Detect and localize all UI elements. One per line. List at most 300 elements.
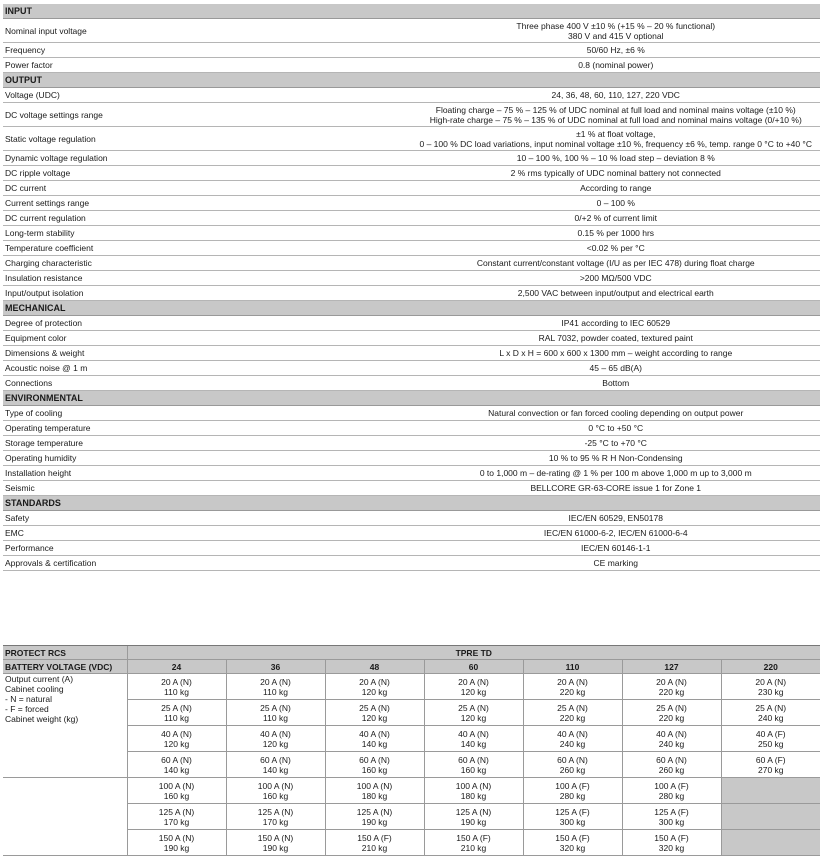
cell-line: 125 A (N) (455, 806, 492, 817)
specifications-table (3, 4, 820, 571)
spec-value (412, 526, 821, 541)
spec-value (412, 511, 821, 526)
voltage-header: 127 (622, 660, 721, 674)
spec-label: EMC (3, 526, 412, 541)
spec-label: Static voltage regulation (3, 127, 412, 151)
cell-line: 140 kg (361, 738, 388, 749)
cell-line: 40 A (N) (359, 728, 390, 739)
current-weight-cell (424, 726, 523, 752)
spec-label: Storage temperature (3, 436, 412, 451)
cell-line: 190 kg (163, 842, 190, 853)
spec-row (3, 43, 820, 58)
current-weight-cell (721, 674, 820, 700)
cell-line: 140 kg (460, 738, 487, 749)
current-weight-cell (226, 804, 325, 830)
description-line: - N = natural (5, 694, 53, 704)
cell-line: 125 A (N) (356, 806, 393, 817)
spec-value-line: Constant current/constant voltage (I/U as per IEC 478) during float charge (476, 258, 755, 268)
cell-line: 240 kg (658, 738, 685, 749)
cell-line: 20 A (N) (458, 676, 489, 687)
section-title: MECHANICAL (3, 301, 820, 316)
cell-line: 110 kg (164, 686, 189, 697)
spec-row (3, 88, 820, 103)
protect-title: PROTECT RCS (3, 646, 127, 660)
spec-value-line: 0.15 % per 1000 hrs (577, 228, 655, 238)
spec-value-line: Three phase 400 V ±10 % (+15 % – 20 % functional) (516, 20, 716, 31)
spec-label: Long-term stability (3, 226, 412, 241)
cell-line: 320 kg (658, 842, 685, 853)
current-weight-cell (622, 726, 721, 752)
spec-label: Operating temperature (3, 421, 412, 436)
spec-value (412, 241, 821, 256)
spec-value-line: 0 – 100 % (596, 198, 635, 208)
cell-line: 25 A (N) (755, 702, 787, 713)
spec-value (412, 88, 821, 103)
current-weight-cell (226, 778, 325, 804)
spec-value-line: High-rate charge – 75 % – 135 % of UDC nominal at full load and nominal mains voltage (0/+10 %) (429, 114, 802, 125)
cell-line: 60 A (F) (755, 754, 786, 765)
spec-label: Safety (3, 511, 412, 526)
cell-line: 100 A (N) (158, 780, 195, 791)
spec-value (412, 151, 821, 166)
spec-value (412, 43, 821, 58)
current-weight-cell (226, 752, 325, 778)
spec-label: Current settings range (3, 196, 412, 211)
spec-value (412, 271, 821, 286)
spec-value-line: 0 °C to +50 °C (588, 423, 644, 433)
current-weight-cell (325, 778, 424, 804)
cell-line: 60 A (N) (260, 754, 291, 765)
current-weight-cell (424, 804, 523, 830)
cell-line: 180 kg (460, 790, 487, 801)
cell-line: 150 A (F) (654, 832, 689, 843)
current-weight-cell (226, 726, 325, 752)
battery-voltage-label: BATTERY VOLTAGE (VDC) (3, 660, 127, 674)
spec-label: Type of cooling (3, 406, 412, 421)
cell-line: 170 kg (163, 816, 190, 827)
spec-row (3, 376, 820, 391)
cell-line: 120 kg (460, 686, 487, 697)
current-weight-cell (127, 778, 226, 804)
spec-value (412, 556, 821, 571)
cell-line: 230 kg (757, 686, 784, 697)
spec-value (412, 19, 821, 43)
cell-line: 20 A (N) (260, 676, 291, 687)
cell-line: 140 kg (262, 764, 289, 775)
voltage-header: 48 (325, 660, 424, 674)
cell-line: 60 A (N) (656, 754, 687, 765)
spec-row (3, 58, 820, 73)
current-weight-cell (622, 674, 721, 700)
spec-value (412, 226, 821, 241)
cell-line: 150 A (N) (257, 832, 294, 843)
current-weight-cell (226, 830, 325, 856)
spec-label: DC current (3, 181, 412, 196)
cell-line: 125 A (N) (158, 806, 195, 817)
cell-line: 210 kg (361, 842, 388, 853)
current-weight-cell (523, 778, 622, 804)
cell-line: 190 kg (361, 816, 388, 827)
cell-line: 240 kg (757, 712, 784, 723)
spec-row (3, 406, 820, 421)
cell-line: 150 A (F) (456, 832, 491, 843)
spec-label: Acoustic noise @ 1 m (3, 361, 412, 376)
spec-value (412, 481, 821, 496)
cell-line: 170 kg (262, 816, 289, 827)
current-weight-cell (523, 830, 622, 856)
spec-value-line: Floating charge – 75 % – 125 % of UDC nominal at full load and nominal mains voltage (±10 %) (435, 104, 796, 115)
cell-line: 40 A (N) (260, 728, 291, 739)
spec-label: Insulation resistance (3, 271, 412, 286)
spec-value (412, 331, 821, 346)
protect-rcs-table (3, 645, 820, 856)
cell-line: 100 A (N) (257, 780, 294, 791)
cell-line: 180 kg (361, 790, 388, 801)
cell-line: 250 kg (757, 738, 784, 749)
empty-cell (721, 830, 820, 856)
current-weight-cell (226, 700, 325, 726)
cell-line: 125 A (N) (257, 806, 294, 817)
cell-line: 300 kg (658, 816, 685, 827)
cell-line: 280 kg (559, 790, 586, 801)
spec-row (3, 256, 820, 271)
description-line: Cabinet weight (kg) (5, 714, 79, 724)
current-weight-cell (622, 752, 721, 778)
spec-value-line: 0.8 (nominal power) (578, 60, 654, 70)
spec-row (3, 421, 820, 436)
spec-row (3, 436, 820, 451)
spec-label: Connections (3, 376, 412, 391)
cell-line: 125 A (F) (654, 806, 689, 817)
cell-line: 60 A (N) (557, 754, 588, 765)
cell-line: 25 A (N) (458, 702, 489, 713)
cell-line: 110 kg (263, 686, 288, 697)
cell-line: 160 kg (361, 764, 388, 775)
spec-value-line: 45 – 65 dB(A) (589, 363, 642, 373)
spec-label: Installation height (3, 466, 412, 481)
cell-line: 60 A (N) (458, 754, 489, 765)
cell-line: 40 A (N) (161, 728, 192, 739)
cell-line: 100 A (N) (455, 780, 492, 791)
cell-line: 150 A (N) (158, 832, 195, 843)
cell-line: 120 kg (361, 686, 388, 697)
cell-line: 40 A (F) (755, 728, 786, 739)
spec-row (3, 151, 820, 166)
spec-value-line: 10 – 100 %, 100 % – 10 % load step – deviation 8 % (516, 153, 715, 163)
cell-line: 20 A (N) (161, 676, 192, 687)
cell-line: 160 kg (460, 764, 487, 775)
cell-line: 280 kg (658, 790, 685, 801)
spec-value-line: 2 % rms typically of UDC nominal battery not connected (510, 168, 721, 178)
current-weight-cell (523, 804, 622, 830)
spec-label: Seismic (3, 481, 412, 496)
spec-value (412, 181, 821, 196)
current-weight-cell (127, 700, 226, 726)
cell-line: 25 A (N) (557, 702, 588, 713)
spec-value (412, 376, 821, 391)
spec-row (3, 481, 820, 496)
spec-value-line: BELLCORE GR-63-CORE issue 1 for Zone 1 (530, 483, 702, 493)
spec-value-line: Bottom (602, 378, 630, 388)
current-weight-cell (325, 726, 424, 752)
spec-value-line: IEC/EN 61000-6-2, IEC/EN 61000-6-4 (543, 528, 688, 538)
cell-line: 220 kg (658, 686, 685, 697)
spec-row (3, 241, 820, 256)
blank-cell (3, 778, 127, 856)
section-header (3, 301, 820, 316)
spec-value (412, 166, 821, 181)
protect-title-row (3, 646, 820, 660)
cell-line: 160 kg (163, 790, 190, 801)
cell-line: 20 A (N) (359, 676, 390, 687)
spec-label: Operating humidity (3, 451, 412, 466)
spec-row (3, 316, 820, 331)
spec-value (412, 451, 821, 466)
spec-value-line: IP41 according to IEC 60529 (561, 318, 671, 328)
cell-line: 120 kg (163, 738, 190, 749)
current-weight-cell (325, 830, 424, 856)
model-name: TPRE TD (127, 646, 820, 660)
description-line: - F = forced (5, 704, 49, 714)
voltage-header: 60 (424, 660, 523, 674)
cell-line: 220 kg (559, 712, 586, 723)
cell-line: 60 A (N) (359, 754, 390, 765)
spec-value-line: 380 V and 415 V optional (568, 30, 664, 41)
spec-row (3, 526, 820, 541)
spec-value-line: -25 °C to +70 °C (584, 438, 647, 448)
spec-value-line: CE marking (593, 558, 638, 568)
spec-value (412, 406, 821, 421)
spec-row (3, 466, 820, 481)
spec-row (3, 127, 820, 151)
spec-label: Charging characteristic (3, 256, 412, 271)
spec-label: Dimensions & weight (3, 346, 412, 361)
cell-line: 260 kg (559, 764, 586, 775)
spec-value (412, 316, 821, 331)
current-weight-cell (226, 674, 325, 700)
spec-label: Approvals & certification (3, 556, 412, 571)
spec-label: Input/output isolation (3, 286, 412, 301)
cell-line: 120 kg (262, 738, 289, 749)
spec-row (3, 196, 820, 211)
current-weight-cell (721, 726, 820, 752)
spec-row (3, 103, 820, 127)
cell-line: 60 A (N) (161, 754, 192, 765)
spec-label: Voltage (UDC) (3, 88, 412, 103)
spec-value-line: IEC/EN 60146-1-1 (581, 543, 651, 553)
current-weight-cell (622, 830, 721, 856)
spec-value-line: RAL 7032, powder coated, textured paint (538, 333, 693, 343)
cell-line: 100 A (N) (356, 780, 393, 791)
cell-line: 240 kg (559, 738, 586, 749)
spec-row (3, 19, 820, 43)
spec-value (412, 127, 821, 151)
current-weight-cell (424, 778, 523, 804)
row-description (3, 674, 127, 778)
cell-line: 20 A (N) (557, 676, 588, 687)
spec-label: DC current regulation (3, 211, 412, 226)
spec-value-line: <0.02 % per °C (586, 243, 645, 253)
cell-line: 40 A (N) (557, 728, 588, 739)
cell-line: 20 A (N) (656, 676, 687, 687)
spec-value-line: 24, 36, 48, 60, 110, 127, 220 VDC (551, 90, 680, 100)
empty-cell (721, 778, 820, 804)
battery-voltage-row (3, 660, 820, 674)
section-header (3, 391, 820, 406)
spec-value-line: 0/+2 % of current limit (574, 213, 657, 223)
spec-label: DC ripple voltage (3, 166, 412, 181)
spec-label: Nominal input voltage (3, 19, 412, 43)
spec-value-line: According to range (580, 183, 652, 193)
spec-value-line: >200 MΩ/500 VDC (579, 273, 652, 283)
spec-value (412, 286, 821, 301)
cell-line: 220 kg (559, 686, 586, 697)
cell-line: 25 A (N) (359, 702, 390, 713)
spec-value (412, 346, 821, 361)
cell-line: 25 A (N) (161, 702, 192, 713)
spec-label: DC voltage settings range (3, 103, 412, 127)
current-weight-cell (127, 674, 226, 700)
spec-value (412, 103, 821, 127)
spec-label: Frequency (3, 43, 412, 58)
spec-value (412, 421, 821, 436)
spec-value (412, 196, 821, 211)
spec-label: Performance (3, 541, 412, 556)
spec-label: Equipment color (3, 331, 412, 346)
spec-label: Power factor (3, 58, 412, 73)
spec-row (3, 331, 820, 346)
spec-value-line: L x D x H = 600 x 600 x 1300 mm – weight according to range (499, 348, 733, 358)
cell-line: 150 A (F) (357, 832, 392, 843)
current-weight-cell (721, 752, 820, 778)
cell-line: 100 A (F) (555, 780, 590, 791)
empty-cell (721, 804, 820, 830)
section-header (3, 4, 820, 19)
section-title: OUTPUT (3, 73, 820, 88)
current-weight-cell (523, 726, 622, 752)
spec-row (3, 451, 820, 466)
cell-line: 190 kg (262, 842, 289, 853)
cell-line: 140 kg (163, 764, 190, 775)
description-line: Output current (A) (5, 674, 74, 684)
current-weight-cell (424, 752, 523, 778)
protect-data-row (3, 778, 820, 804)
cell-line: 210 kg (460, 842, 487, 853)
voltage-header: 36 (226, 660, 325, 674)
spec-row (3, 181, 820, 196)
current-weight-cell (523, 700, 622, 726)
current-weight-cell (127, 804, 226, 830)
section-title: STANDARDS (3, 496, 820, 511)
cell-line: 300 kg (559, 816, 586, 827)
spec-value-line: ±1 % at float voltage, (576, 128, 656, 139)
current-weight-cell (424, 830, 523, 856)
cell-line: 110 kg (164, 712, 189, 723)
current-weight-cell (424, 674, 523, 700)
current-weight-cell (523, 752, 622, 778)
spec-value (412, 436, 821, 451)
current-weight-cell (523, 674, 622, 700)
spec-row (3, 211, 820, 226)
current-weight-cell (325, 804, 424, 830)
cell-line: 270 kg (757, 764, 784, 775)
spec-value-line: 10 % to 95 % R H Non-Condensing (548, 453, 683, 463)
protect-data-row (3, 674, 820, 700)
spec-value-line: 50/60 Hz, ±6 % (586, 45, 645, 55)
current-weight-cell (622, 778, 721, 804)
section-title: INPUT (3, 4, 820, 19)
current-weight-cell (325, 674, 424, 700)
cell-line: 40 A (N) (458, 728, 489, 739)
current-weight-cell (622, 700, 721, 726)
spec-row (3, 556, 820, 571)
cell-line: 260 kg (658, 764, 685, 775)
spec-label: Degree of protection (3, 316, 412, 331)
spec-value-line: Natural convection or fan forced cooling depending on output power (488, 408, 744, 418)
spec-row (3, 226, 820, 241)
current-weight-cell (424, 700, 523, 726)
current-weight-cell (325, 752, 424, 778)
cell-line: 100 A (F) (654, 780, 689, 791)
cell-line: 25 A (N) (656, 702, 687, 713)
current-weight-cell (622, 804, 721, 830)
current-weight-cell (127, 752, 226, 778)
description-line: Cabinet cooling (5, 684, 64, 694)
spec-row (3, 346, 820, 361)
spec-row (3, 166, 820, 181)
section-header (3, 73, 820, 88)
spec-value (412, 211, 821, 226)
spec-row (3, 286, 820, 301)
spec-value (412, 466, 821, 481)
voltage-header: 220 (721, 660, 820, 674)
voltage-header: 24 (127, 660, 226, 674)
spec-row (3, 271, 820, 286)
section-header (3, 496, 820, 511)
spec-value-line: IEC/EN 60529, EN50178 (568, 513, 663, 523)
spec-row (3, 511, 820, 526)
cell-line: 160 kg (262, 790, 289, 801)
spec-value-line: 0 to 1,000 m – de-rating @ 1 % per 100 m above 1,000 m up to 3,000 m (479, 468, 752, 478)
voltage-header: 110 (523, 660, 622, 674)
cell-line: 120 kg (460, 712, 487, 723)
cell-line: 110 kg (263, 712, 288, 723)
spec-row (3, 541, 820, 556)
spec-label: Temperature coefficient (3, 241, 412, 256)
spec-row (3, 361, 820, 376)
cell-line: 20 A (N) (755, 676, 787, 687)
spec-value (412, 361, 821, 376)
cell-line: 190 kg (460, 816, 487, 827)
spec-value (412, 256, 821, 271)
cell-line: 125 A (F) (555, 806, 590, 817)
spec-value (412, 58, 821, 73)
cell-line: 150 A (F) (555, 832, 590, 843)
spec-value (412, 541, 821, 556)
cell-line: 320 kg (559, 842, 586, 853)
cell-line: 220 kg (658, 712, 685, 723)
section-title: ENVIRONMENTAL (3, 391, 820, 406)
cell-line: 25 A (N) (260, 702, 291, 713)
cell-line: 120 kg (361, 712, 388, 723)
current-weight-cell (325, 700, 424, 726)
spec-label: Dynamic voltage regulation (3, 151, 412, 166)
cell-line: 40 A (N) (656, 728, 687, 739)
current-weight-cell (127, 726, 226, 752)
spec-value-line: 0 – 100 % DC load variations, input nominal voltage ±10 %, frequency ±6 %, temp. range 0 °C to +40 °C (419, 138, 812, 149)
spec-value-line: 2,500 VAC between input/output and electrical earth (517, 288, 714, 298)
current-weight-cell (721, 700, 820, 726)
